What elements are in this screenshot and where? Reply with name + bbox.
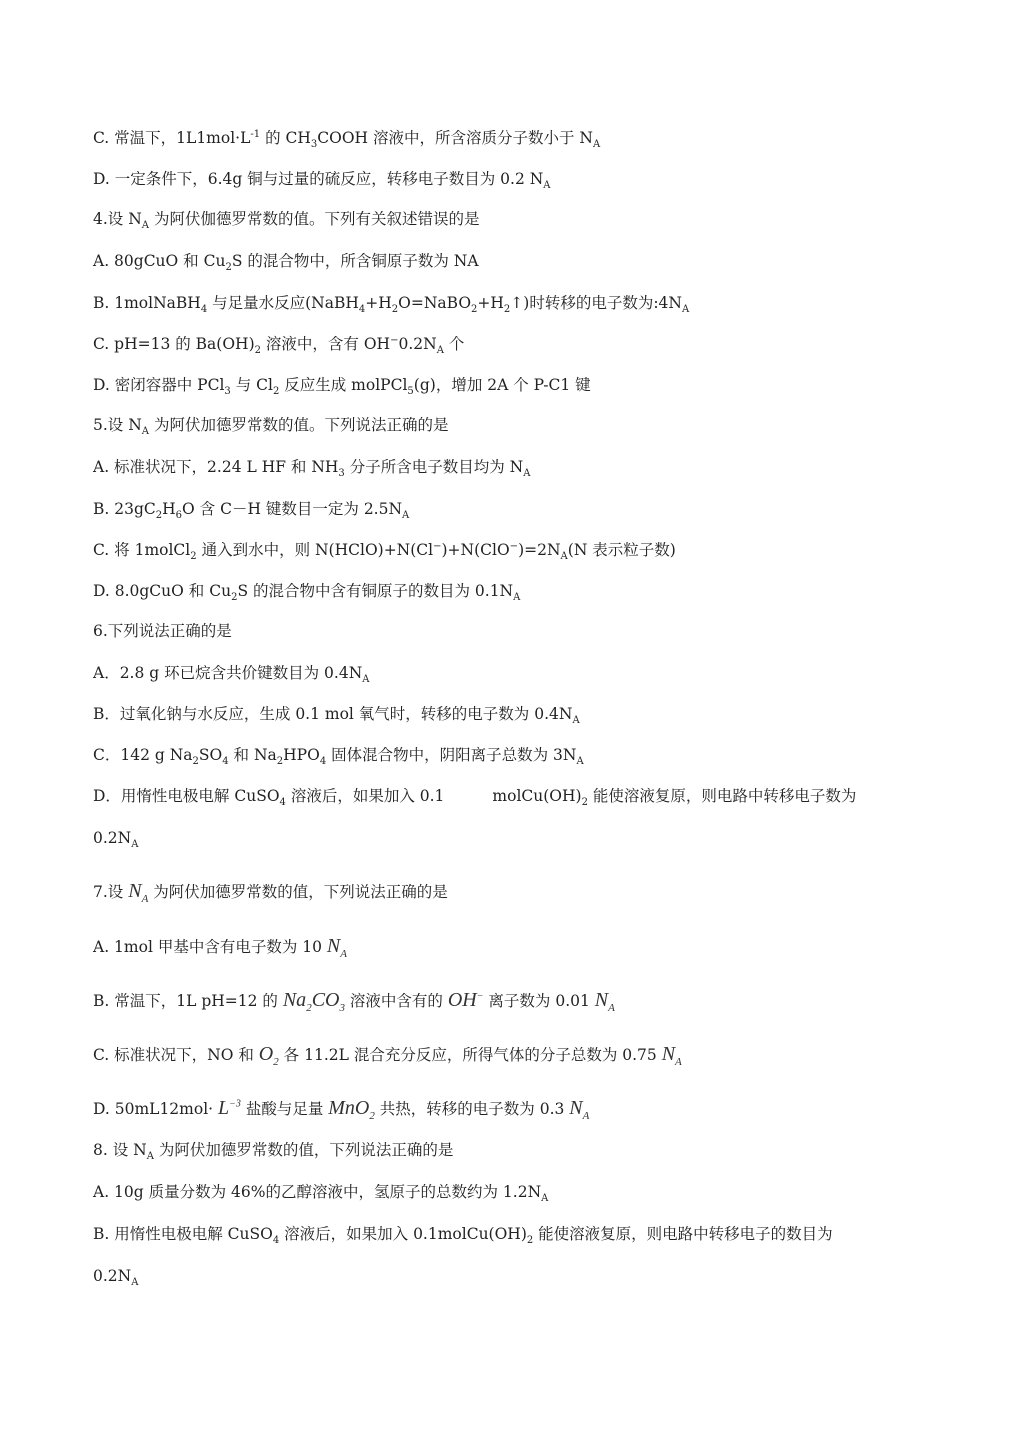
q8b-line-1: B. 用惰性电极电解 CuSO$_4$ 溶液后，如果加入 $0.1molCu(OH)_2$ 能使溶液复原，则电路中转移电子的数目为 [93,1225,833,1247]
q7c-line: C. 标准状况下，NO 和 $O_2$ 各 11.2L 混合充分反应，所得气体的分子总数为 0.75 $N_A$ [93,1043,682,1068]
q7d-line: D. $50mL12mol\cdot L^{-3}$ 盐酸与足量 MnO$_2$ 共热，转移的电子数为 0.3 $N_A$ [93,1097,590,1122]
q7a-line: A. 1mol 甲基中含有电子数为 10 $N_A$ [93,935,347,960]
q6a-line: A．2.8 g 环已烷含共价键数目为 $0.4N_A$ [93,664,370,686]
q5b-line: B. $23gC_2H_6O$ 含 C－H 键数目一定为 $2.5N_A$ [93,500,410,522]
q3c-line: C. 常温下，$1L1mol\cdot L^{-1}$ 的 $CH_3COOH$ 溶液中，所含溶质分子数小于 $N_A$ [93,128,601,151]
q4b-line: B. 1molNaBH$_4$ 与足量水反应$(NaBH_4+H_2O=NaBO_2+H_2↑)$时转移的电子数为$:4N_A$ [93,294,690,316]
q5d-line: D. 8.0gCuO 和 $Cu_2S$ 的混合物中含有铜原子的数目为 $0.1N_A$ [93,582,521,604]
q5-line: 5.设 $N_A$ 为阿伏加德罗常数的值。下列说法正确的是 [93,416,449,438]
q6b-line: B．过氧化钠与水反应，生成 0.1 mol 氧气时，转移的电子数为 $0.4N_A$ [93,705,580,727]
q4-line: 4.设 $N_A$ 为阿伏伽德罗常数的值。下列有关叙述错误的是 [93,210,480,232]
q8a-line: A. 10g 质量分数为 46%的乙醇溶液中，氢原子的总数约为 $1.2N_A$ [93,1183,549,1205]
q7-line: 7.设 $N_A$ 为阿伏加德罗常数的值，下列说法正确的是 [93,880,448,905]
q3d-line: D. 一定条件下，6.4g 铜与过量的硫反应，转移电子数目为 0.2 $N_A$ [93,170,551,192]
q6-line: 6.下列说法正确的是 [93,622,232,640]
q6d-line-1: D．用惰性电极电解 CuSO$_4$ 溶液后，如果加入 0.1 $molCu(OH)_2$ 能使溶液复原，则电路中转移电子数为 [93,787,857,809]
q4c-line: C. pH=13 的 $Ba(OH)_2$ 溶液中，含有 $OH^-0.2N_A$ 个 [93,334,465,357]
q6d-line-2: $0.2N_A$ [93,829,139,851]
q7b-line: B. 常温下，1L pH=12 的 $Na_2CO_3$ 溶液中含有的 OH− 离子数为 0.01 $N_A$ [93,989,615,1014]
q8-line: 8. 设 $N_A$ 为阿伏加德罗常数的值，下列说法正确的是 [93,1141,454,1163]
q5a-line: A. 标准状况下，2.24 L HF 和 $NH_3$ 分子所含电子数目均为 $N_A$ [93,458,531,480]
q4d-line: D. 密闭容器中 PCl$_3$ 与 $Cl_2$ 反应生成 molPCl$_5$(g)，增加 2A 个 P-C1 键 [93,376,591,398]
q6c-line: C．142 g $Na_2SO_4$ 和 $Na_2HPO_4$ 固体混合物中，阴阳离子总数为 $3N_A$ [93,746,584,768]
q4a-line: A. 80gCuO 和 $Cu_2S$ 的混合物中，所含铜原子数为 NA [93,252,479,274]
q8b-line-2: $0.2N_A$ [93,1267,139,1289]
q5c-line: C. 将 1molCl$_2$ 通入到水中，则 $N(HClO)+N(Cl^-)+N(ClO^-)=2N_A(N$ 表示粒子数) [93,540,676,563]
